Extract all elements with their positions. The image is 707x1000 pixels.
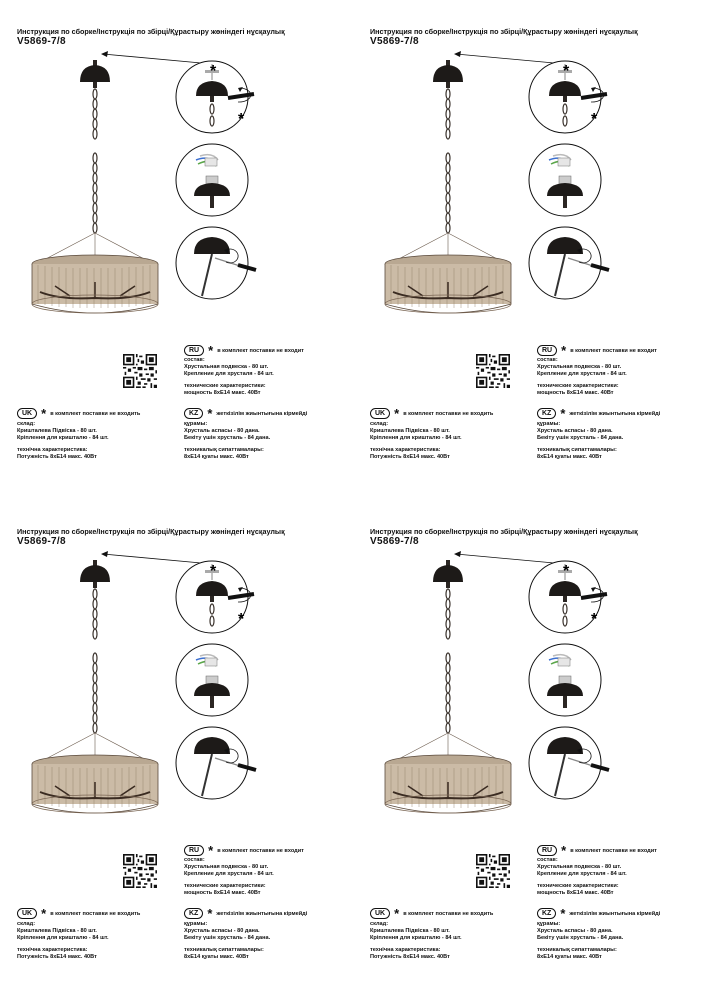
ru-item-1: Хрустальная подвеска - 80 шт.	[537, 364, 622, 370]
asterisk-icon: *	[591, 611, 598, 628]
uk-item-1: Кришталева Підвіска - 80 шт.	[370, 928, 450, 934]
asterisk-icon: *	[561, 843, 567, 858]
kz-item-1: Хрусталь аспасы - 80 дана.	[184, 928, 260, 934]
uk-composition-block	[17, 921, 109, 961]
ru-power: мощность 8xE14 макс. 40Вт	[184, 890, 261, 896]
instruction-sheet	[353, 0, 706, 500]
qr-code-icon	[476, 854, 510, 888]
detail-wiring	[176, 144, 248, 216]
ru-composition-label: состав:	[184, 357, 205, 363]
uk-not-included-note: в комплект поставки не входить	[50, 910, 141, 917]
uk-specs-label: технічна характеристика:	[17, 947, 88, 953]
uk-item-2: Кріплення для кришталю - 84 шт.	[17, 935, 109, 941]
ru-header	[184, 845, 304, 856]
kz-not-included-note: жеткізілім жиынтығына кірмейді	[216, 910, 308, 917]
uk-item-1: Кришталева Підвіска - 80 шт.	[370, 428, 450, 434]
model-number: V5869-7/8	[370, 536, 419, 547]
instruction-sheet	[353, 500, 706, 1000]
asterisk-icon: *	[207, 906, 213, 921]
sheet-title: Инструкция по сборке/Інструкція по збірці/Құрастыру жөніндегі нұсқаулық	[370, 527, 638, 536]
lang-badge-kz: KZ	[184, 408, 203, 419]
asterisk-icon: *	[591, 111, 598, 128]
chandelier-crystal-drum	[385, 755, 511, 813]
asterisk-icon: *	[560, 906, 566, 921]
uk-composition-block	[17, 421, 109, 461]
kz-power: 8xE14 қуаты макс. 40Вт	[537, 954, 602, 960]
suspension-chain	[446, 89, 450, 233]
suspension-chain	[93, 89, 97, 233]
ru-composition-label: состав:	[537, 857, 558, 863]
asterisk-icon: *	[208, 843, 214, 858]
pointer-arrowhead	[454, 51, 461, 57]
kz-power: 8xE14 қуаты макс. 40Вт	[184, 454, 249, 460]
chandelier-crystal-drum	[32, 755, 158, 813]
ceiling-canopy	[80, 60, 110, 88]
kz-header	[537, 908, 660, 919]
qr-code-icon	[123, 354, 157, 388]
uk-item-2: Кріплення для кришталю - 84 шт.	[370, 935, 462, 941]
ru-composition-block	[537, 857, 627, 897]
uk-specs-label: технічна характеристика:	[370, 947, 441, 953]
instruction-sheet	[0, 500, 353, 1000]
lang-badge-uk: UK	[17, 908, 37, 919]
ru-power: мощность 8xE14 макс. 40Вт	[537, 390, 614, 396]
ru-not-included-note: в комплект поставки не входит	[570, 347, 657, 354]
kz-item-1: Хрусталь аспасы - 80 дана.	[537, 428, 613, 434]
detail-screw-fixing	[529, 227, 609, 299]
pointer-arrow	[103, 554, 212, 564]
detail-canopy-mount	[529, 61, 607, 133]
qr-code-icon	[123, 854, 157, 888]
asterisk-icon: *	[210, 63, 217, 80]
ru-not-included-note: в комплект поставки не входит	[570, 847, 657, 854]
uk-composition-label: склад:	[17, 421, 36, 427]
kz-specs-label: техникалық сипаттамалары:	[184, 947, 264, 953]
qr-code-icon	[476, 354, 510, 388]
kz-not-included-note: жеткізілім жиынтығына кірмейді	[569, 410, 661, 417]
ru-header	[537, 345, 657, 356]
kz-item-1: Хрусталь аспасы - 80 дана.	[184, 428, 260, 434]
ru-power: мощность 8xE14 макс. 40Вт	[184, 390, 261, 396]
ru-item-1: Хрустальная подвеска - 80 шт.	[184, 864, 269, 870]
ru-composition-block	[184, 857, 274, 897]
lang-badge-uk: UK	[17, 408, 37, 419]
lang-badge-ru: RU	[184, 845, 204, 856]
detail-canopy-mount	[176, 561, 254, 633]
kz-item-2: Бекіту үшін хрусталь - 84 дана.	[184, 935, 271, 941]
kz-specs-label: техникалық сипаттамалары:	[537, 447, 617, 453]
kz-specs-label: техникалық сипаттамалары:	[184, 447, 264, 453]
kz-composition-block	[537, 421, 623, 461]
uk-specs-label: технічна характеристика:	[17, 447, 88, 453]
chandelier-crystal-drum	[32, 255, 158, 313]
pointer-arrow	[456, 554, 565, 564]
ru-power: мощность 8xE14 макс. 40Вт	[537, 890, 614, 896]
ru-composition-label: состав:	[537, 357, 558, 363]
uk-power: Потужність 8xE14 макс. 40Вт	[17, 954, 97, 960]
kz-header	[537, 408, 660, 419]
kz-not-included-note: жеткізілім жиынтығына кірмейді	[216, 410, 308, 417]
ru-header	[537, 845, 657, 856]
uk-item-2: Кріплення для кришталю - 84 шт.	[370, 435, 462, 441]
ru-item-1: Хрустальная подвеска - 80 шт.	[537, 864, 622, 870]
ru-specs-label: технические характеристики:	[184, 883, 266, 889]
ru-specs-label: технические характеристики:	[184, 383, 266, 389]
uk-composition-label: склад:	[370, 421, 389, 427]
pointer-arrow	[103, 54, 212, 64]
ru-not-included-note: в комплект поставки не входит	[217, 847, 304, 854]
detail-canopy-mount	[529, 561, 607, 633]
kz-composition-label: құрамы:	[184, 421, 208, 427]
ru-item-2: Крепление для хрусталя - 84 шт.	[184, 871, 274, 877]
kz-item-2: Бекіту үшін хрусталь - 84 дана.	[537, 935, 624, 941]
ru-item-1: Хрустальная подвеска - 80 шт.	[184, 364, 269, 370]
kz-composition-block	[537, 921, 623, 961]
uk-header	[17, 408, 140, 419]
uk-item-2: Кріплення для кришталю - 84 шт.	[17, 435, 109, 441]
detail-screw-fixing	[529, 727, 609, 799]
asterisk-icon: *	[563, 563, 570, 580]
ru-composition-block	[537, 357, 627, 397]
uk-composition-block	[370, 421, 462, 461]
uk-composition-label: склад:	[17, 921, 36, 927]
ru-item-2: Крепление для хрусталя - 84 шт.	[184, 371, 274, 377]
ru-item-2: Крепление для хрусталя - 84 шт.	[537, 371, 627, 377]
lang-badge-uk: UK	[370, 908, 390, 919]
uk-power: Потужність 8xE14 макс. 40Вт	[370, 954, 450, 960]
uk-composition-label: склад:	[370, 921, 389, 927]
pointer-arrow	[456, 54, 565, 64]
lang-badge-ru: RU	[537, 345, 557, 356]
kz-composition-block	[184, 421, 270, 461]
detail-wiring	[529, 144, 601, 216]
ceiling-canopy	[433, 60, 463, 88]
chandelier-crystal-drum	[385, 255, 511, 313]
asterisk-icon: *	[207, 406, 213, 421]
uk-not-included-note: в комплект поставки не входить	[403, 410, 494, 417]
uk-header	[17, 908, 140, 919]
pointer-arrowhead	[101, 51, 108, 57]
kz-specs-label: техникалық сипаттамалары:	[537, 947, 617, 953]
asterisk-icon: *	[210, 563, 217, 580]
asterisk-icon: *	[561, 343, 567, 358]
detail-screw-fixing	[176, 727, 256, 799]
kz-item-1: Хрусталь аспасы - 80 дана.	[537, 928, 613, 934]
ceiling-canopy	[80, 560, 110, 588]
lang-badge-kz: KZ	[184, 908, 203, 919]
ru-composition-block	[184, 357, 274, 397]
ru-item-2: Крепление для хрусталя - 84 шт.	[537, 871, 627, 877]
suspension-chain	[93, 589, 97, 733]
asterisk-icon: *	[394, 906, 400, 921]
sheet-title: Инструкция по сборке/Інструкція по збірці/Құрастыру жөніндегі нұсқаулық	[17, 27, 285, 36]
ru-specs-label: технические характеристики:	[537, 883, 619, 889]
kz-header	[184, 408, 307, 419]
asterisk-icon: *	[238, 111, 245, 128]
ceiling-canopy	[433, 560, 463, 588]
sheet-title: Инструкция по сборке/Інструкція по збірці/Құрастыру жөніндегі нұсқаулық	[370, 27, 638, 36]
uk-item-1: Кришталева Підвіска - 80 шт.	[17, 928, 97, 934]
ru-specs-label: технические характеристики:	[537, 383, 619, 389]
asterisk-icon: *	[208, 343, 214, 358]
kz-power: 8xE14 қуаты макс. 40Вт	[184, 954, 249, 960]
kz-power: 8xE14 қуаты макс. 40Вт	[537, 454, 602, 460]
asterisk-icon: *	[238, 611, 245, 628]
model-number: V5869-7/8	[17, 536, 66, 547]
asterisk-icon: *	[394, 406, 400, 421]
asterisk-icon: *	[563, 63, 570, 80]
uk-header	[370, 408, 493, 419]
lang-badge-ru: RU	[537, 845, 557, 856]
lang-badge-ru: RU	[184, 345, 204, 356]
kz-composition-label: құрамы:	[537, 421, 561, 427]
uk-not-included-note: в комплект поставки не входить	[403, 910, 494, 917]
suspension-chain	[446, 589, 450, 733]
instruction-sheet	[0, 0, 353, 500]
asterisk-icon: *	[560, 406, 566, 421]
detail-screw-fixing	[176, 227, 256, 299]
kz-header	[184, 908, 307, 919]
pointer-arrowhead	[101, 551, 108, 557]
uk-power: Потужність 8xE14 макс. 40Вт	[370, 454, 450, 460]
lang-badge-uk: UK	[370, 408, 390, 419]
lang-badge-kz: KZ	[537, 908, 556, 919]
ru-composition-label: состав:	[184, 857, 205, 863]
ru-header	[184, 345, 304, 356]
uk-header	[370, 908, 493, 919]
ru-not-included-note: в комплект поставки не входит	[217, 347, 304, 354]
detail-canopy-mount	[176, 61, 254, 133]
kz-composition-label: құрамы:	[184, 921, 208, 927]
uk-specs-label: технічна характеристика:	[370, 447, 441, 453]
asterisk-icon: *	[41, 906, 47, 921]
model-number: V5869-7/8	[370, 36, 419, 47]
model-number: V5869-7/8	[17, 36, 66, 47]
kz-composition-block	[184, 921, 270, 961]
uk-item-1: Кришталева Підвіска - 80 шт.	[17, 428, 97, 434]
uk-not-included-note: в комплект поставки не входить	[50, 410, 141, 417]
detail-wiring	[529, 644, 601, 716]
uk-power: Потужність 8xE14 макс. 40Вт	[17, 454, 97, 460]
kz-not-included-note: жеткізілім жиынтығына кірмейді	[569, 910, 661, 917]
asterisk-icon: *	[41, 406, 47, 421]
kz-composition-label: құрамы:	[537, 921, 561, 927]
sheet-title: Инструкция по сборке/Інструкція по збірці/Құрастыру жөніндегі нұсқаулық	[17, 527, 285, 536]
lang-badge-kz: KZ	[537, 408, 556, 419]
kz-item-2: Бекіту үшін хрусталь - 84 дана.	[537, 435, 624, 441]
kz-item-2: Бекіту үшін хрусталь - 84 дана.	[184, 435, 271, 441]
detail-wiring	[176, 644, 248, 716]
pointer-arrowhead	[454, 551, 461, 557]
uk-composition-block	[370, 921, 462, 961]
